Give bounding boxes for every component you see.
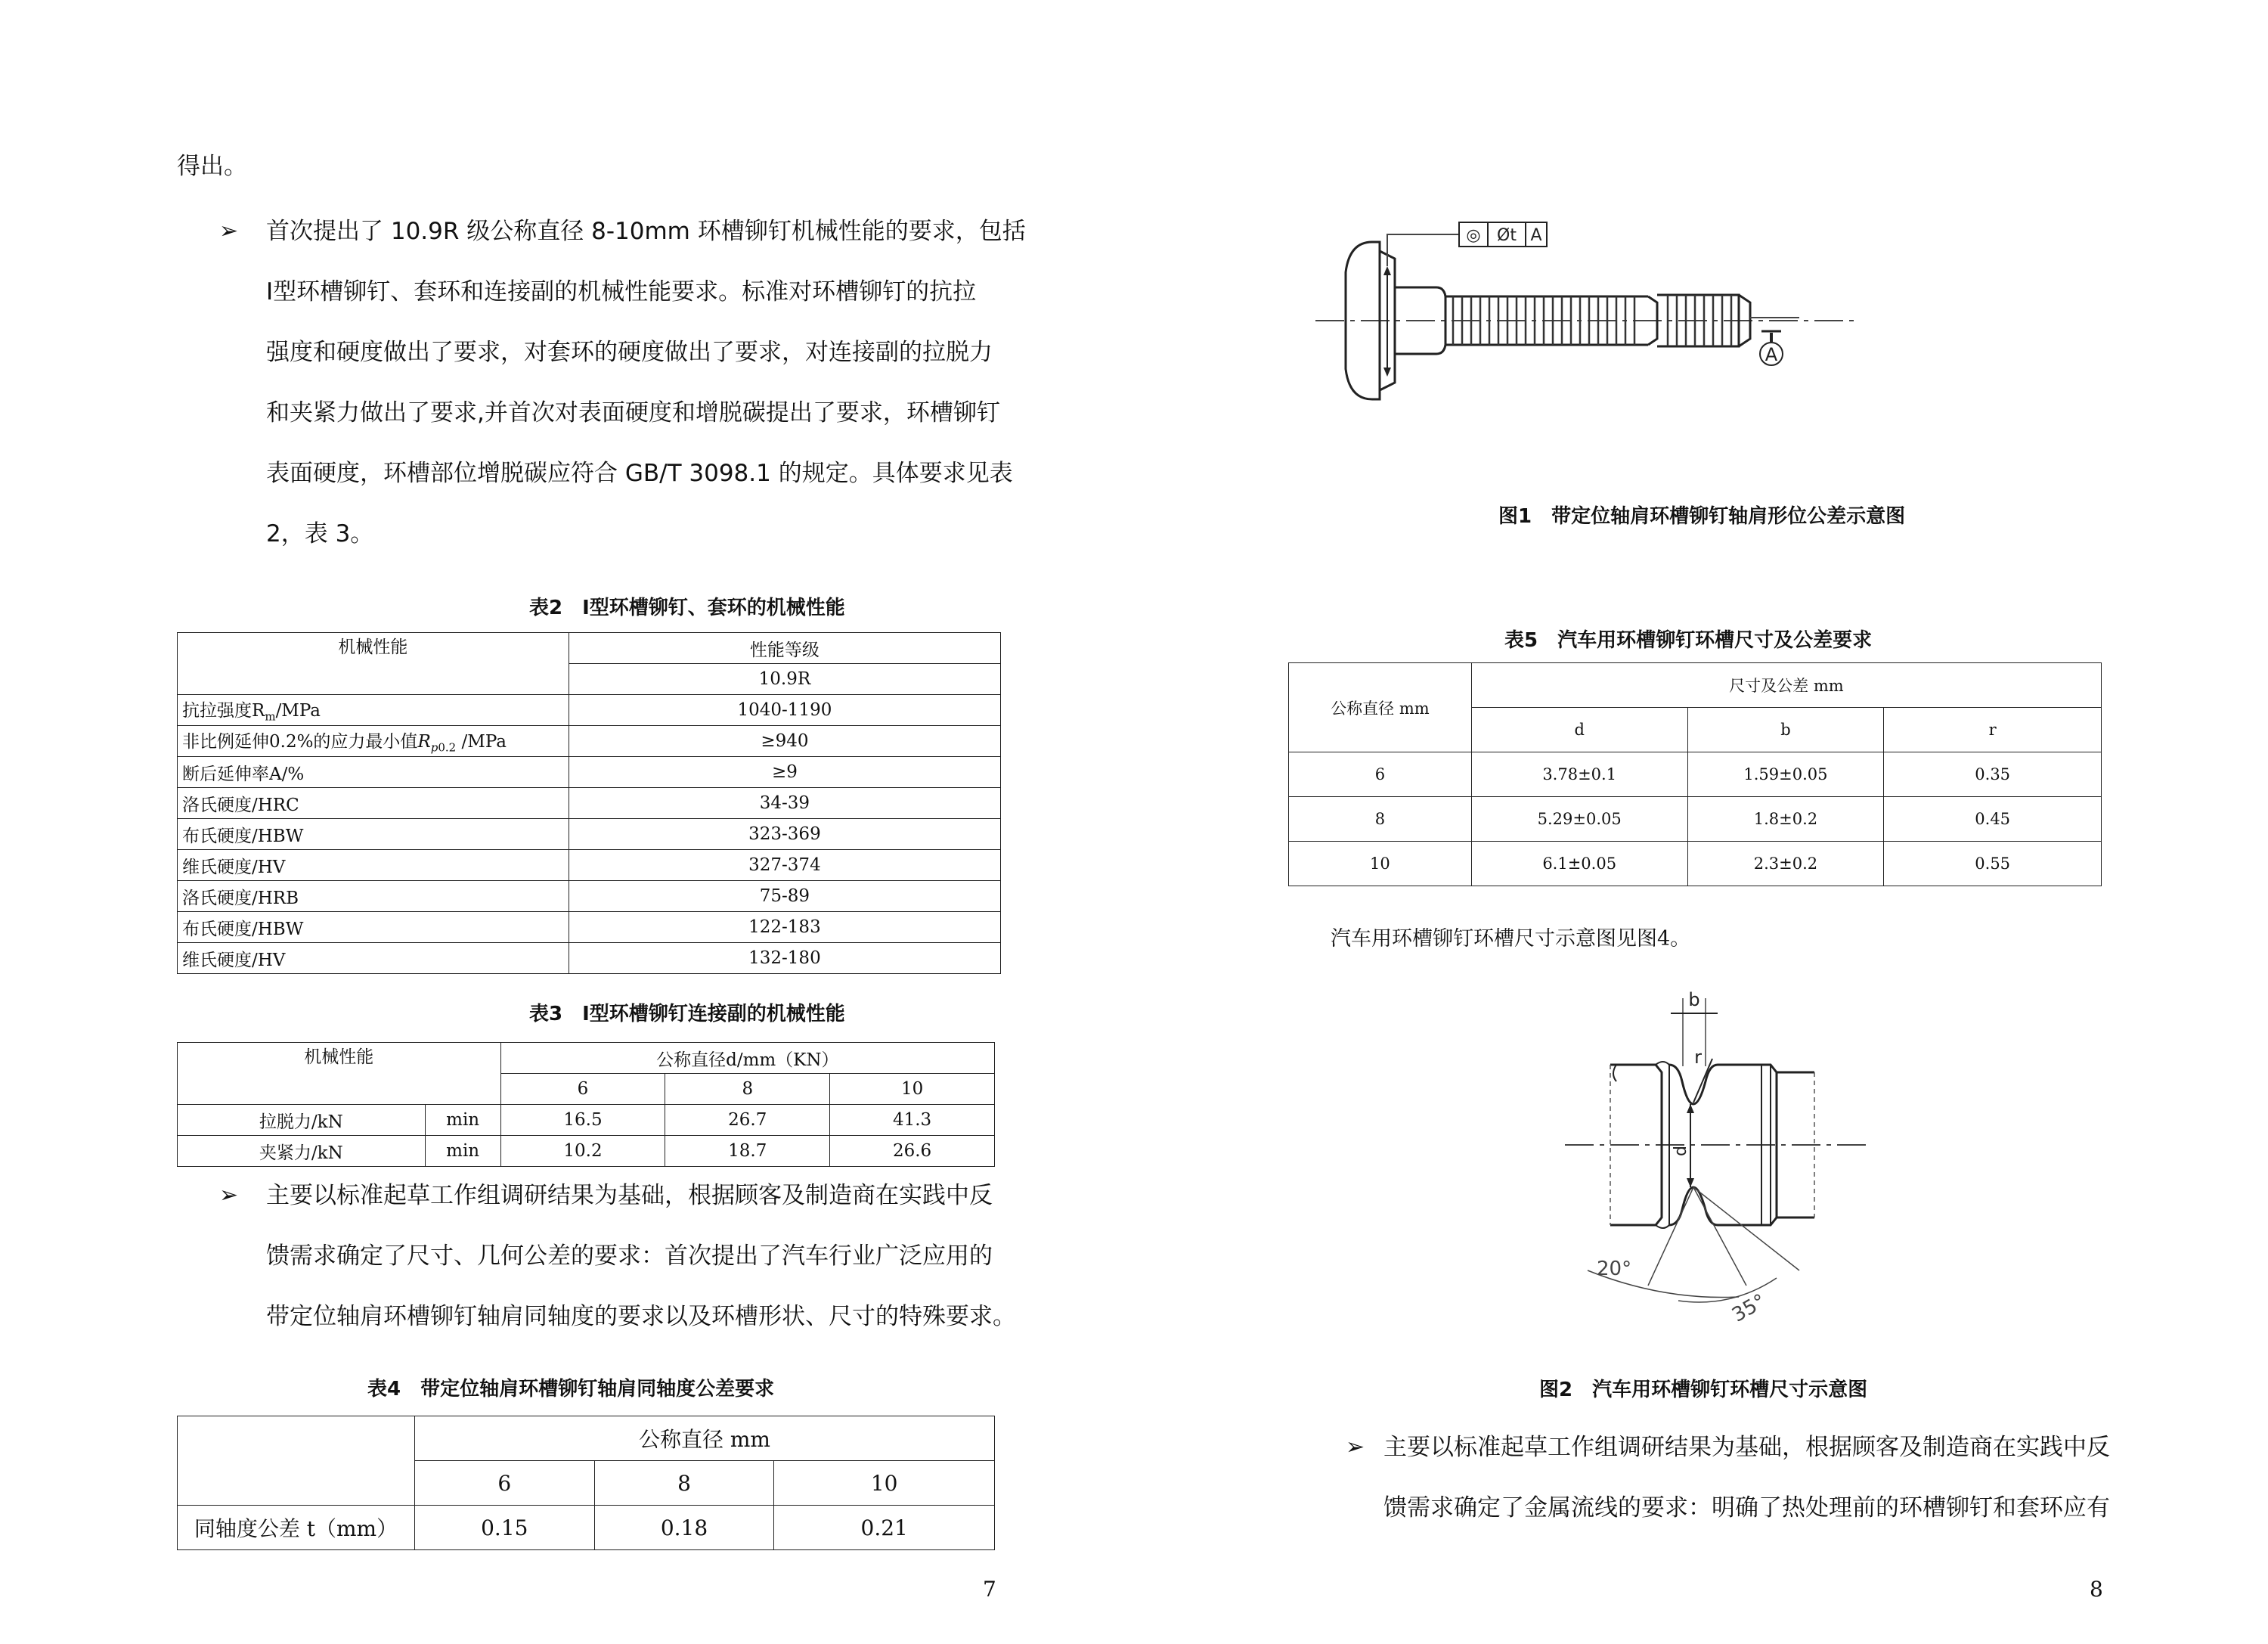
table-row xyxy=(1289,752,2102,797)
table-row xyxy=(178,788,1001,819)
para3-line2: 馈需求确定了金属流线的要求：明确了热处理前的环槽铆钉和套环应有 xyxy=(1383,1494,2110,1521)
table3-header-prop: 机械性能 xyxy=(178,1043,501,1105)
table2-cell: ≥9 xyxy=(569,757,1000,788)
table4-row-label: 同轴度公差 t（mm） xyxy=(178,1506,415,1550)
figure2-angle2: 35° xyxy=(1728,1289,1771,1327)
table-row xyxy=(178,1506,995,1550)
para3-line1: 主要以标准起草工作组调研结果为基础，根据顾客及制造商在实践中反 xyxy=(1383,1434,2110,1461)
figure2-caption: 图2 汽车用环槽铆钉环槽尺寸示意图 xyxy=(1539,1379,1868,1401)
table2-cell: 洛氏硬度/HRC xyxy=(178,788,569,819)
table3-cell: min xyxy=(425,1105,500,1136)
table2-cell: 34-39 xyxy=(569,788,1000,819)
bullet-icon: ➢ xyxy=(219,1182,239,1208)
table2-cell: 断后延伸率A/% xyxy=(178,757,569,788)
table2-cell: 抗拉强度$R_m$/MPa xyxy=(178,695,569,726)
table4 xyxy=(177,1416,995,1550)
figure1-concentricity-symbol: ◎ xyxy=(1466,226,1481,245)
table2-cell: 布氏硬度/HBW xyxy=(178,819,569,850)
table3-header-dia: 公称直径d/mm（KN） xyxy=(500,1043,994,1074)
table5-cell: 1.8±0.2 xyxy=(1687,797,1884,842)
table3-cell: 10.2 xyxy=(500,1136,665,1167)
para2-line3: 带定位轴肩环槽铆钉轴肩同轴度的要求以及环槽形状、尺寸的特殊要求。 xyxy=(266,1303,1016,1330)
para1-line4: 和夹紧力做出了要求,并首次对表面硬度和增脱碳提出了要求，环槽铆钉 xyxy=(266,399,1000,427)
table-row xyxy=(178,943,1001,974)
page-number-left: 7 xyxy=(983,1577,996,1602)
table-row xyxy=(178,726,1001,757)
table5-cell: 0.55 xyxy=(1884,842,2102,886)
figure2-label-b: b xyxy=(1688,989,1700,1010)
bullet-icon: ➢ xyxy=(1346,1434,1365,1460)
figure2-label-d: d xyxy=(1672,1146,1690,1156)
table3-cell: 18.7 xyxy=(665,1136,830,1167)
table5-cell: 0.35 xyxy=(1884,752,2102,797)
table3-cell: 26.6 xyxy=(830,1136,995,1167)
table4-header-dia: 公称直径 mm xyxy=(414,1416,994,1461)
para1-line3: 强度和硬度做出了要求，对套环的硬度做出了要求，对连接副的拉脱力 xyxy=(266,339,993,366)
table4-cell: 0.15 xyxy=(414,1506,594,1550)
table2-header-grade: 性能等级 xyxy=(569,633,1000,664)
table4-cell: 0.21 xyxy=(774,1506,995,1550)
table5-cell: 6.1±0.05 xyxy=(1471,842,1687,886)
para1-line2: Ⅰ型环槽铆钉、套环和连接副的机械性能要求。标准对环槽铆钉的抗拉 xyxy=(266,278,977,306)
table2-caption: 表2 Ⅰ型环槽铆钉、套环的机械性能 xyxy=(529,597,845,619)
table4-caption: 表4 带定位轴肩环槽铆钉轴肩同轴度公差要求 xyxy=(367,1378,775,1401)
table-row xyxy=(178,881,1001,912)
table5-col-r: r xyxy=(1884,708,2102,752)
figure1-datum-label: A xyxy=(1765,344,1778,365)
table3-dia: 10 xyxy=(830,1074,995,1105)
table3-dia: 8 xyxy=(665,1074,830,1105)
table3-cell: 41.3 xyxy=(830,1105,995,1136)
table5-cell: 0.45 xyxy=(1884,797,2102,842)
table2-cell: 327-374 xyxy=(569,850,1000,881)
right-page xyxy=(1134,0,2268,1644)
table5-col-b: b xyxy=(1687,708,1884,752)
table5-caption: 表5 汽车用环槽铆钉环槽尺寸及公差要求 xyxy=(1504,629,1873,652)
table-row xyxy=(178,912,1001,943)
table-row xyxy=(178,819,1001,850)
table2-cell: 1040-1190 xyxy=(569,695,1000,726)
table3-cell: 26.7 xyxy=(665,1105,830,1136)
table2-cell: ≥940 xyxy=(569,726,1000,757)
figure1-datum-ref: A xyxy=(1530,226,1542,245)
table4-dia: 8 xyxy=(594,1461,774,1506)
table3-cell: min xyxy=(425,1136,500,1167)
table2-grade: 10.9R xyxy=(569,664,1000,695)
para2-line1: 主要以标准起草工作组调研结果为基础，根据顾客及制造商在实践中反 xyxy=(266,1182,993,1209)
table5-header-dim: 尺寸及公差 mm xyxy=(1471,663,2101,708)
para1-line5: 表面硬度，环槽部位增脱碳应符合 GB/T 3098.1 的规定。具体要求见表 xyxy=(266,460,1013,487)
table4-dia: 10 xyxy=(774,1461,995,1506)
table3-cell: 夹紧力/kN xyxy=(178,1136,426,1167)
table5-col-d: d xyxy=(1471,708,1687,752)
table2-cell: 维氏硬度/HV xyxy=(178,943,569,974)
figure1-rivet-drawing xyxy=(1315,204,1860,431)
table2-header-prop: 机械性能 xyxy=(178,633,569,695)
table3 xyxy=(177,1042,995,1167)
figure2-angle1: 20° xyxy=(1597,1258,1632,1280)
table4-cell: 0.18 xyxy=(594,1506,774,1550)
table5 xyxy=(1288,662,2102,886)
table-row xyxy=(178,850,1001,881)
table4-dia: 6 xyxy=(414,1461,594,1506)
table3-caption: 表3 Ⅰ型环槽铆钉连接副的机械性能 xyxy=(529,1003,845,1025)
table-row xyxy=(178,757,1001,788)
table5-cell: 2.3±0.2 xyxy=(1687,842,1884,886)
table5-header-dia: 公称直径 mm xyxy=(1289,663,1472,752)
page-number-right: 8 xyxy=(2090,1577,2103,1602)
table2-cell: 75-89 xyxy=(569,881,1000,912)
para1-line6: 2，表 3。 xyxy=(266,520,374,547)
table2-cell: 122-183 xyxy=(569,912,1000,943)
table2-cell: 323-369 xyxy=(569,819,1000,850)
table3-dia: 6 xyxy=(500,1074,665,1105)
table4-empty-corner xyxy=(178,1416,415,1506)
table2 xyxy=(177,632,1001,974)
table-row xyxy=(178,695,1001,726)
table-row xyxy=(178,1136,995,1167)
para2-line2: 馈需求确定了尺寸、几何公差的要求：首次提出了汽车行业广泛应用的 xyxy=(266,1242,993,1270)
figure1-caption: 图1 带定位轴肩环槽铆钉轴肩形位公差示意图 xyxy=(1498,505,1906,528)
table5-cell: 8 xyxy=(1289,797,1472,842)
table2-cell: 维氏硬度/HV xyxy=(178,850,569,881)
table2-cell: 布氏硬度/HBW xyxy=(178,912,569,943)
figure1-tolerance: Øt xyxy=(1497,226,1517,245)
figure-reference-text: 汽车用环槽铆钉环槽尺寸示意图见图4。 xyxy=(1331,927,1691,951)
table5-cell: 3.78±0.1 xyxy=(1471,752,1687,797)
table2-cell: 132-180 xyxy=(569,943,1000,974)
figure2-label-r: r xyxy=(1694,1047,1702,1068)
table3-cell: 拉脱力/kN xyxy=(178,1105,426,1136)
table5-cell: 5.29±0.05 xyxy=(1471,797,1687,842)
table5-cell: 6 xyxy=(1289,752,1472,797)
table3-cell: 16.5 xyxy=(500,1105,665,1136)
table5-cell: 1.59±0.05 xyxy=(1687,752,1884,797)
table5-cell: 10 xyxy=(1289,842,1472,886)
bullet-icon: ➢ xyxy=(219,218,239,244)
para1-line1: 首次提出了 10.9R 级公称直径 8-10mm 环槽铆钉机械性能的要求，包括 xyxy=(266,218,1026,245)
table2-cell: 非比例延伸0.2%的应力最小值$R_{p0.2}$ /MPa xyxy=(178,726,569,757)
figure2-groove-drawing xyxy=(1557,983,1875,1331)
table2-cell: 洛氏硬度/HRB xyxy=(178,881,569,912)
table-row xyxy=(178,1105,995,1136)
table-row xyxy=(1289,842,2102,886)
table-row xyxy=(1289,797,2102,842)
text-deshu: 得出。 xyxy=(177,153,247,180)
